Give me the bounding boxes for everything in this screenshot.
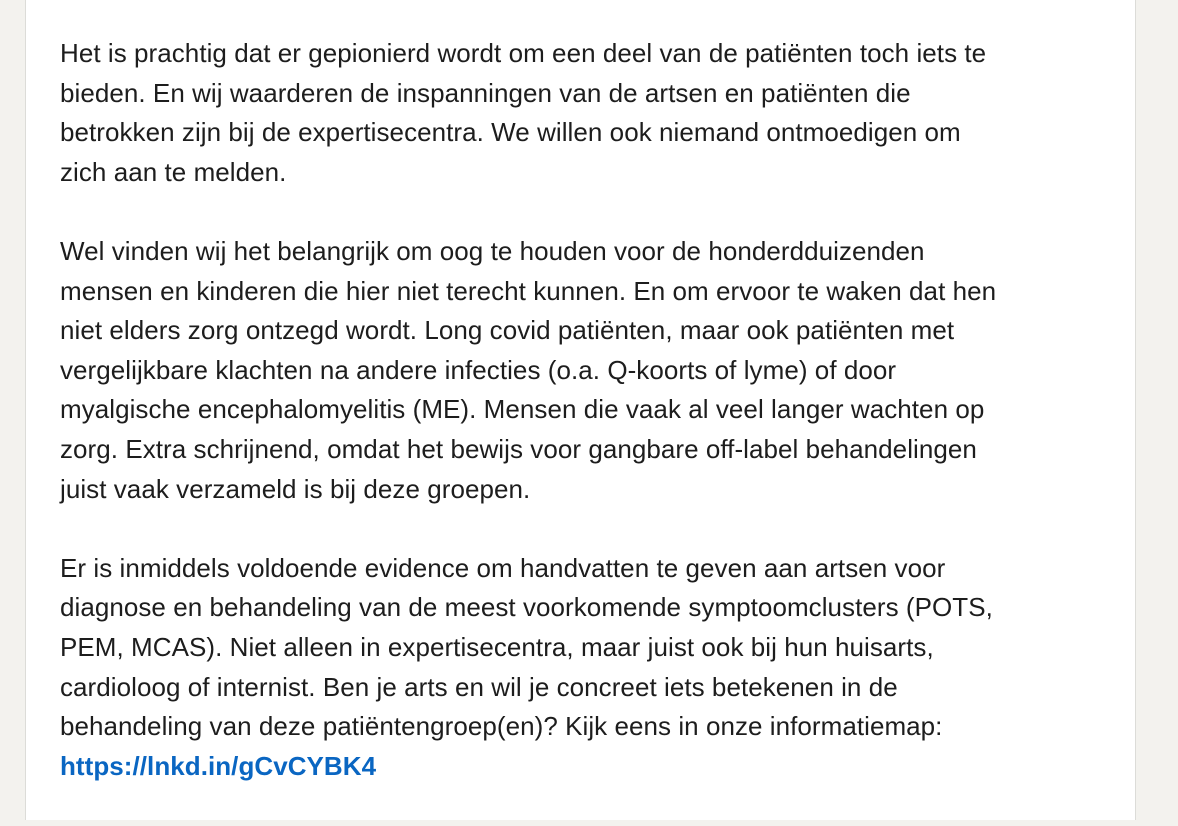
text-line: cardioloog of internist. Ben je arts en wil je concreet iets betekenen in de xyxy=(60,671,898,702)
text-line: Er is inmiddels voldoende evidence om handvatten te geven aan artsen voor xyxy=(60,552,946,583)
paragraph-1 xyxy=(60,34,1122,192)
paragraph-3 xyxy=(60,549,1122,787)
text-line: zich aan te melden. xyxy=(60,156,287,187)
text-line: PEM, MCAS). Niet alleen in expertisecentra, maar juist ook bij hun huisarts, xyxy=(60,631,934,662)
text-line: bieden. En wij waarderen de inspanningen van de artsen en patiënten die xyxy=(60,77,911,108)
text-line: zorg. Extra schrijnend, omdat het bewijs voor gangbare off-label behandelingen xyxy=(60,433,977,464)
text-line: diagnose en behandeling van de meest voorkomende symptoomclusters (POTS, xyxy=(60,592,993,623)
text-line: niet elders zorg ontzegd wordt. Long covid patiënten, maar ook patiënten met xyxy=(60,315,955,346)
text-line: myalgische encephalomyelitis (ME). Mensen die vaak al veel langer wachten op xyxy=(60,394,985,425)
post-body xyxy=(60,34,1122,826)
post-card xyxy=(25,0,1136,820)
text-line: betrokken zijn bij de expertisecentra. We willen ook niemand ontmoedigen om xyxy=(60,117,961,148)
info-link[interactable]: https://lnkd.in/gCvCYBK4 xyxy=(60,750,377,781)
text-line: behandeling van deze patiëntengroep(en)? Kijk eens in onze informatiemap: xyxy=(60,711,943,742)
text-line: juist vaak verzameld is bij deze groepen. xyxy=(60,473,531,504)
text-line: Het is prachtig dat er gepionierd wordt om een deel van de patiënten toch iets te xyxy=(60,38,987,68)
text-line: mensen en kinderen die hier niet terecht kunnen. En om ervoor te waken dat hen xyxy=(60,275,997,306)
paragraph-2 xyxy=(60,232,1122,509)
text-line: vergelijkbare klachten na andere infecties (o.a. Q-koorts of lyme) of door xyxy=(60,354,897,385)
text-line: Wel vinden wij het belangrijk om oog te houden voor de honderdduizenden xyxy=(60,235,925,266)
